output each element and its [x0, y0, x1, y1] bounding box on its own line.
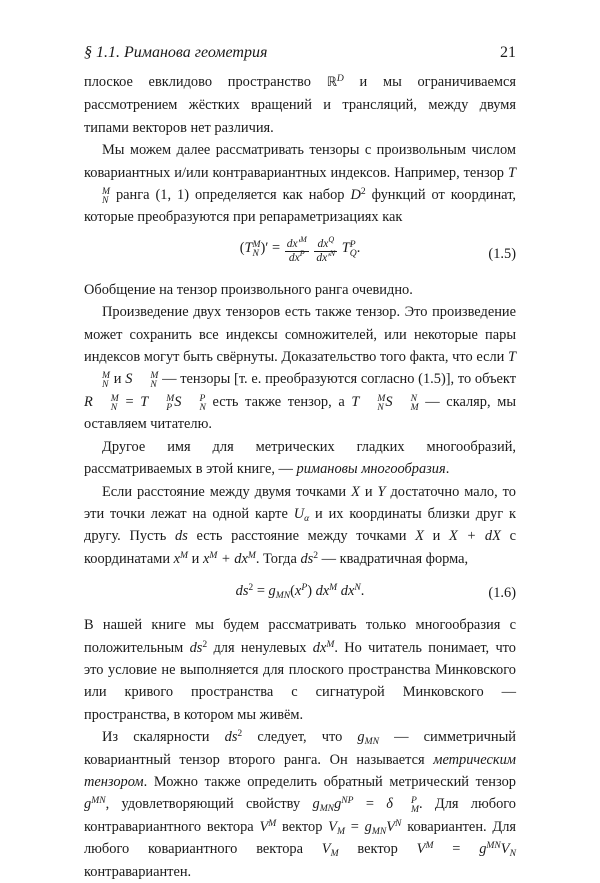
paragraph-5: Другое имя для метрических гладких многообразий, рассматриваемых в этой книге, — римановы многообразия. [84, 438, 516, 478]
paragraph-3: Обобщение на тензор произвольного ранга очевидно. [84, 281, 413, 298]
equation-1-6-body: $ds^2 = g_{MN}(x^P)$ $dx^M$ $dx^N$. [235, 582, 365, 602]
fraction-1: $\frac{dx'^M}{dx^P}$ [286, 234, 307, 264]
page-body [84, 71, 516, 883]
page-number: 21 [500, 44, 516, 61]
paragraph-2: Мы можем далее рассматривать тензоры с произвольным числом ковариантных и/или контравариантных индексов. Например, тензор T M N ранга (1, 1) определяется как набор $D^2$ функций от координат, которые преобразуются при репараметризациях как [84, 142, 516, 226]
equation-1-6 [84, 574, 516, 610]
paragraph-7: В нашей книге мы будем рассматривать только многообразия с положительным $ds^2$ для ненулевых $dx^M$. Но читатель понимает, что это условие не выполняется для плоского пространства Минковского или кривого пространства с сигнатурой Минковского — пространства, в котором мы живём. [84, 617, 516, 723]
equation-number-1-6: (1.6) [488, 585, 516, 602]
paragraph-6: Если расстояние между двумя точками X и Y достаточно мало, то эти точки лежат на одной карте $U_\alpha$ и их координаты близки друг к другу. Пусть ds есть расстояние между точками X и X + dX с координатами $x^M$ и $x^M + dx^M$. Тогда $ds^2$ — квадратичная форма, [84, 483, 516, 567]
running-header [84, 44, 516, 64]
fraction-2: $\frac{dx^Q}{dx'^N}$ [316, 234, 336, 264]
paragraph-1: плоское евклидово пространство ℝ$^D$ и мы ограничиваемся рассмотрением жёстких вращений и трансляций, между двумя типами векторов нет различия. [84, 73, 516, 136]
paragraph-8: Из скалярности $ds^2$ следует, что $g_{MN}$ — симметричный ковариантный тензор второго ранга. Он называется метрическим тензором. Можно также определить обратный метрический тензор $g^{MN}$, удовлетворяющий свойству $g_{MN}g^{NP} = \delta$ P M . Для любого контравариантного вектора $V^M$ вектор $V_M = g_{MN}V^N$ ковариантен. Для любого ковариантного вектора $V_M$ вектор $V^M = g^{MN}V_N$ контравариантен. [84, 728, 517, 880]
equation-number-1-5: (1.5) [488, 245, 516, 262]
equation-1-5 [84, 233, 516, 275]
equation-1-5-body: (T M N )′ = $\frac{dx'^M}{dx^P}$ $\frac{dx^Q}{dx'^N}$ T P Q . [239, 234, 361, 264]
paragraph-4: Произведение двух тензоров есть также тензор. Это произведение может сохранить все индексы сомножителей, или некоторые пары индексов могут быть свёрнуты. Доказательство того факта, что если T M N и S M N — тензоры [т. е. преобразуются согласно (1.5)], то объект R M N = T M P S P N есть также тензор, а T M N S N M — скаляр, мы оставляем читателю. [84, 304, 517, 433]
section-title: § 1.1. Риманова геометрия [84, 44, 268, 61]
